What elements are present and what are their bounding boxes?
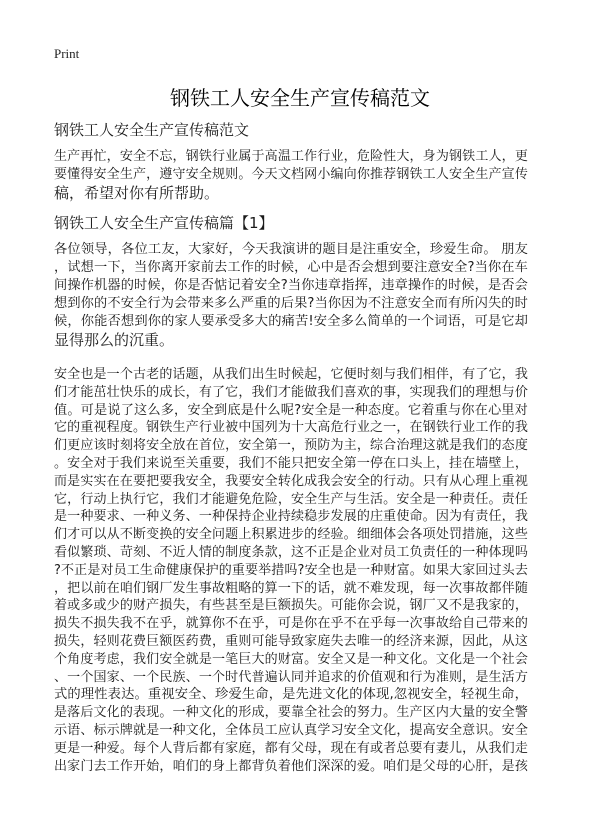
intro-paragraph: [54, 148, 544, 202]
text-line: 各位领导，各位工友，大家好，今天我演讲的题目是注重安全，珍爱生命。 朋友: [54, 242, 529, 257]
paragraph-1: [54, 241, 544, 349]
subtitle-text: 钢铁工人安全生产宣传稿范文: [54, 121, 250, 139]
text-line: 候，你能否想到你的家人要承受多大的痛苦!安全多么简单的一个词语，可是它却: [54, 314, 528, 329]
text-line: 。安全对于我们来说至关重要，我们不能只把安全第一停在口头上，挂在墙壁上，: [54, 455, 528, 471]
text-line: 间操作机器的时候，你是否惦记着安全?当你违章指挥，违章操作的时候，是否会: [54, 278, 528, 293]
text-line: 是一种要求、一种义务、一种保持企业持续稳步发展的庄重使命。因为有责任，我: [54, 509, 528, 525]
text-line: 安全也是一个古老的话题，从我们出生时候起，它便时刻与我们相伴，有了它，我: [54, 367, 528, 382]
text-line: 们才可以从不断变换的安全问题上积累进步的经验。细细体会各项处罚措施，这些: [54, 527, 528, 543]
text-line: 损失不损失我不在乎，就算你不在乎，可是你在乎不在乎每一次事故给自己带来的: [54, 616, 528, 632]
text-line: 它的重视程度。钢铁生产行业被中国列为十大高危行业之一，在钢铁行业工作的我: [54, 420, 528, 436]
text-line: 出家门去工作开始，咱们的身上都背负着他们深深的爱。咱们是父母的心肝，是孩: [54, 758, 528, 774]
text-line: 显得那么的沉重。: [54, 331, 175, 349]
text-line: 看似繁琐、苛刻、不近人情的制度条款，这不正是企业对员工负责任的一种体现吗: [54, 544, 528, 560]
document-title: 钢铁工人安全生产宣传稿范文: [170, 86, 430, 110]
text-line: ，把以前在咱们钢厂发生事故粗略的算一下的话，就不难发现，每一次事故都伴随: [54, 580, 528, 596]
text-line: 生产再忙，安全不忘，钢铁行业属于高温工作行业，危险性大，身为钢铁工人，更: [54, 149, 528, 164]
text-line: ?不正是对员工生命健康保护的重要举措吗?安全也是一种财富。如果大家回过头去: [54, 562, 528, 578]
text-line: 们更应该时刻将安全放在首位，安全第一，预防为主，综合治理这就是我们的态度: [54, 438, 528, 454]
text-line: 们才能茁壮快乐的成长，有了它，我们才能做我们喜欢的事，实现我们的理想与价: [54, 384, 528, 400]
section-heading-text: 钢铁工人安全生产宣传稿篇【1】: [54, 214, 274, 232]
text-line: 值。可是说了这么多，安全到底是什么呢?安全是一种态度。它着重与你在心里对: [54, 402, 528, 418]
text-line: 是落后文化的表现。一种文化的形成，要靠全社会的努力。生产区内大量的安全警: [54, 705, 528, 721]
text-line: 、一个国家、一个民族、一个时代普遍认同并追求的价值观和行为准则，是生活方: [54, 669, 528, 685]
text-line: 更是一种爱。每个人背后都有家庭，都有父母，现在有或者总要有妻儿，从我们走: [54, 740, 528, 756]
text-line: 要懂得安全生产，遵守安全规则。今天文档网小编向你推荐钢铁工人安全生产宣传: [54, 167, 528, 182]
text-line: 想到你的不安全行为会带来多么严重的后果?当你因为不注意安全而有所闪失的时: [54, 296, 528, 311]
document-subtitle: [54, 121, 544, 139]
text-line: ，试想一下，当你离开家前去工作的时候，心中是否会想到要注意安全?当你在车: [54, 260, 528, 275]
text-line: 它，行动上执行它，我们才能避免危险，安全生产与生活。安全是一种责任。责任: [54, 491, 528, 507]
text-line: 稿，希望对你有所帮助。: [54, 184, 220, 202]
print-label: Print: [54, 46, 80, 61]
text-line: 个角度考虑，我们安全就是一笔巨大的财富。安全又是一种文化。文化是一个社会: [54, 651, 528, 667]
text-line: 式的理性表达。重视安全、珍爱生命，是先进文化的体现,忽视安全，轻视生命，: [54, 687, 529, 703]
section-heading: [54, 214, 544, 232]
paragraph-2: [54, 366, 544, 775]
text-line: 损失，轻则花费巨额医药费，重则可能导致家庭失去唯一的经济来源，因此，从这: [54, 633, 528, 649]
text-line: 示语、标示牌就是一种文化，全体员工应认真学习安全文化，提高安全意识。安全: [54, 722, 528, 738]
text-line: 着或多或少的财产损失，有些甚至是巨额损失。可能你会说，钢厂又不是我家的，: [54, 598, 528, 614]
text-line: 而是实实在在要把要我安全，我要安全转化成我会安全的行动。只有从心理上重视: [54, 473, 528, 489]
